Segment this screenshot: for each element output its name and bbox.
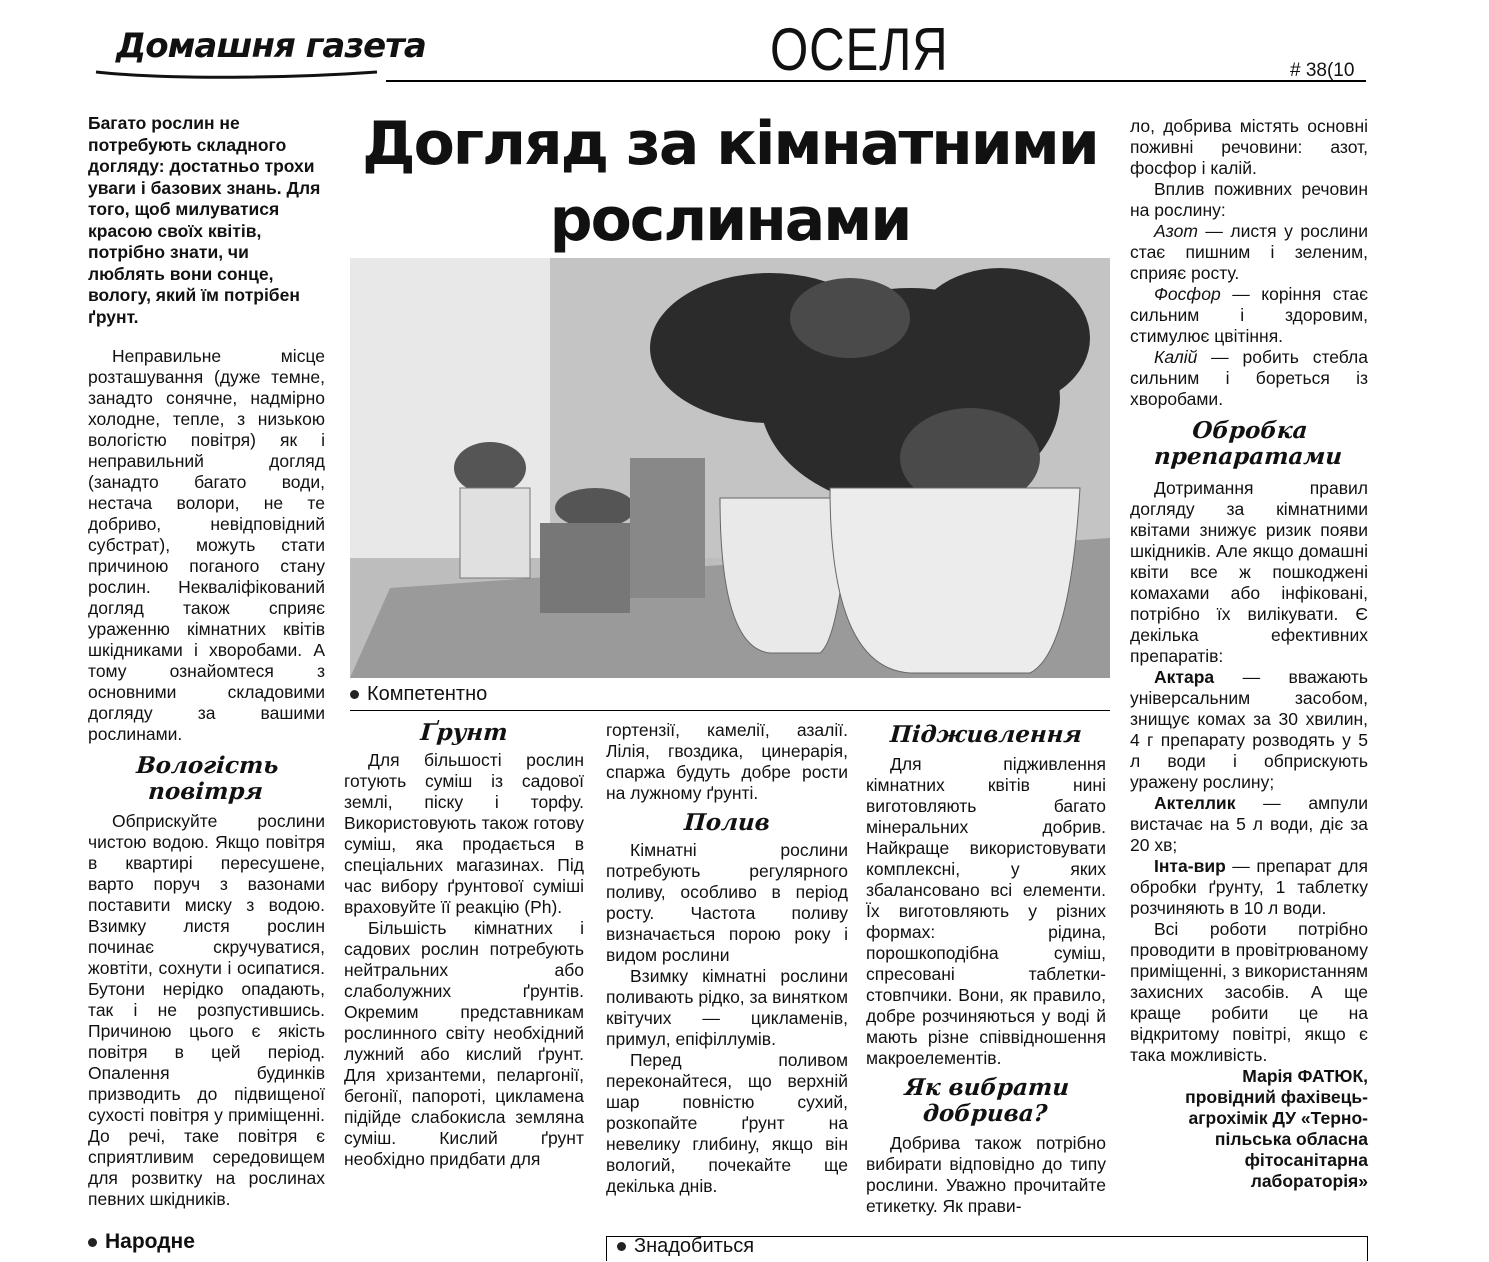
intavir-text: — препарат для обробки ґрунту, 1 таблетку розчиняють в 10 л води.: [1130, 856, 1368, 918]
logo-swoosh-icon: [92, 20, 382, 80]
nitrogen-item: [1130, 221, 1368, 284]
signature: [1130, 1066, 1368, 1192]
phosphorus-label: Фосфор: [1154, 284, 1221, 304]
soil-paragraph-1: Для більшості рослин готують суміш із садової землі, піску і торфу. Використовують також готову суміш, яка продається в спеціальних магазинах. Під час вибору ґрунтової суміші враховуйте її реакцію (Ph).: [344, 750, 584, 917]
rubric-rule: [350, 710, 1110, 711]
signature-line-3: пільська обласна: [1214, 1129, 1368, 1149]
treatment-text: Дотримання правил догляду за кімнатними квітами знижує ризик появи шкідників. Але якщо домашні квіти все ж пошкоджені комахами або інфіковані, потрібно їх вилікувати. Є декілька ефективних препаратів:: [1130, 478, 1368, 666]
humidity-heading-line-2: повітря: [147, 778, 264, 805]
treatment-heading-line-1: Обробка: [1191, 417, 1309, 444]
signature-line-2: агрохімік ДУ «Терно-: [1188, 1108, 1368, 1128]
choose-heading: [864, 1075, 1108, 1127]
final-paragraph: Всі роботи потрібно проводити в провітрюваному приміщенні, з використанням захисних засобів. А ще краще робити це на відкритому повітрі, якщо є така можливість.: [1130, 919, 1368, 1065]
aktara-text: — вважають універсальним засобом, знищує комах за 30 хвилин, 4 г препарату розводять у 5 л води і обприскують уражену рослину;: [1130, 667, 1368, 792]
humidity-heading-line-1: Вологість: [135, 752, 280, 779]
houseplants-photo: [350, 258, 1110, 678]
treatment-heading: [1128, 418, 1370, 470]
footer-left-label: Народне: [105, 1230, 195, 1253]
signature-line-4: фітосанітарна: [1244, 1150, 1368, 1170]
humidity-text: Обприскуйте рослини чистою водою. Якщо повітря в квартирі пересушене, варто поруч з вазонами поставити миску з водою. Взимку листя рослин починає скручуватися, жовтіти, сохнути і осипатися. Бутони нерідко опадають, так і не розпустившись. Причиною цього є якість повітря в цей період. Опалення будинків призводить до підвищеної сухості повітря у приміщенні. До речі, таке повітря є сприятливим середовищем для розвитку на рослинах певних шкідників.: [88, 811, 325, 1209]
intavir-label: Інта-вир: [1154, 856, 1226, 876]
watering-paragraph-3: Перед поливом переконайтеся, що верхній шар повністю сухий, розкопайте ґрунт на невелику глибину, якщо він вологий, почекайте ще декілька днів.: [606, 1050, 848, 1196]
watering-heading: Полив: [683, 809, 771, 836]
watering-paragraph-1: Кімнатні рослини потребують регулярного поливу, особливо в період росту. Частота поливу визначається порою року і видом рослини: [606, 840, 848, 965]
intavir-item: [1130, 856, 1368, 919]
headline-line-2: рослинами: [549, 185, 911, 255]
section-title: ОСЕЛЯ: [770, 16, 949, 83]
aktara-label: Актара: [1154, 667, 1215, 687]
choose-heading-line-2: добрива?: [922, 1100, 1049, 1127]
headline-line-1: Догляд за кімнатними: [362, 109, 1098, 179]
lead-paragraph: Багато рослин не потребують складного догляду: достатньо трохи уваги і базових знань. Для того, щоб милуватися красою своїх квітів, потрібно знати, чи люблять вони сонце, вологу, який їм потрібен ґрунт.: [88, 113, 321, 327]
right-paragraph-1: ло, добрива містять основні поживні речовини: азот, фосфор і калій.: [1130, 116, 1368, 178]
column-1: [88, 346, 325, 1210]
aktellik-item: [1130, 793, 1368, 856]
choose-heading-line-1: Як вибрати: [903, 1074, 1071, 1101]
signature-line-1: провідний фахівець-: [1185, 1087, 1368, 1107]
soil-paragraph-3: гортензії, камелії, азалії. Лілія, гвоздика, цинерарія, спаржа будуть добре рости на лужному ґрунті.: [606, 720, 848, 803]
nitrogen-label: Азот: [1154, 221, 1198, 241]
column-2: [344, 720, 584, 1170]
treatment-heading-line-2: препаратами: [1153, 443, 1344, 470]
column-4: [866, 722, 1106, 1217]
footer-left-rubric: [88, 1230, 195, 1254]
feeding-text: Для підживлення кімнатних квітів нині виготовляють багато мінеральних добрив. Найкраще використовувати комплексні, у яких збалансовано всі елементи. Їх виготовляють у різних формах: рідина, порошкоподібна суміш, спресовані таблетки-стовпчики. Вони, як правило, добре розчиняються у воді й мають різне співвідношення макроелементів.: [866, 754, 1106, 1068]
footer-right-bullet-icon: [617, 1242, 626, 1251]
footer-right-rubric: [606, 1236, 1368, 1261]
footer-left-bullet-icon: [88, 1238, 97, 1247]
aktara-item: [1130, 667, 1368, 793]
footer-right-label: Знадобиться: [634, 1236, 755, 1257]
humidity-heading: [86, 753, 327, 805]
right-paragraph-2: Вплив поживних речовин на рослину:: [1130, 179, 1368, 220]
column-3: [606, 720, 848, 1197]
phosphorus-item: [1130, 284, 1368, 347]
signature-line-5: лабораторія»: [1250, 1171, 1368, 1191]
newspaper-logo: [96, 20, 426, 76]
choose-text: Добрива також потрібно вибирати відповідно до типу рослини. Уважно прочитайте етикетку. Як прави-: [866, 1133, 1106, 1216]
issue-number: # 38(10: [1290, 60, 1355, 81]
houseplants-illustration-icon: [350, 258, 1110, 678]
newspaper-logo-text: Домашня газета: [116, 26, 426, 66]
rubric-competently: [350, 683, 487, 706]
aktellik-label: Актеллик: [1154, 793, 1236, 813]
rubric-label: Компетентно: [367, 683, 488, 705]
potassium-item: [1130, 347, 1368, 410]
potassium-text: — робить стебла сильним і бореться із хворобами.: [1130, 347, 1368, 409]
phosphorus-text: — коріння стає сильним і здоровим, стимулює цвітіння.: [1130, 284, 1368, 346]
headline: [350, 106, 1110, 258]
column-5: [1130, 116, 1368, 1192]
signature-name: Марія ФАТЮК,: [1242, 1066, 1368, 1086]
feeding-heading: Підживлення: [889, 721, 1083, 748]
soil-heading: Ґрунт: [419, 719, 509, 746]
aktellik-text: — ампули вистачає на 5 л води, діє за 20 хв;: [1130, 793, 1368, 855]
intro-paragraph: Неправильне місце розташування (дуже темне, занадто сонячне, надмірно холодне, тепле, з низькою вологістю повітря) як і неправильний догляд (занадто багато води, нестача волори, не те добриво, невідповідний субстрат), можуть стати причиною поганого стану рослин. Некваліфікований догляд також сприяє ураженню кімнатних квітів шкідниками і хворобами. А тому ознайомтеся з основними складовими догляду за вашими рослинами.: [88, 346, 325, 744]
watering-paragraph-2: Взимку кімнатні рослини поливають рідко, за винятком квітучих — цикламенів, примул, епіфіллумів.: [606, 966, 848, 1049]
potassium-label: Калій: [1154, 347, 1198, 367]
nitrogen-text: — листя у рослини стає пишним і зеленим, сприяє росту.: [1130, 221, 1368, 283]
soil-paragraph-2: Більшість кімнатних і садових рослин потребують нейтральних або слаболужних ґрунтів. Окремим представникам рослинного світу необхідний лужний або кислий ґрунт. Для хризантеми, пеларгонії, бегонії, папороті, цикламена підійде слабокисла земляна суміш. Кислий ґрунт необхідно придбати для: [344, 918, 584, 1169]
rubric-bullet-icon: [350, 690, 359, 699]
